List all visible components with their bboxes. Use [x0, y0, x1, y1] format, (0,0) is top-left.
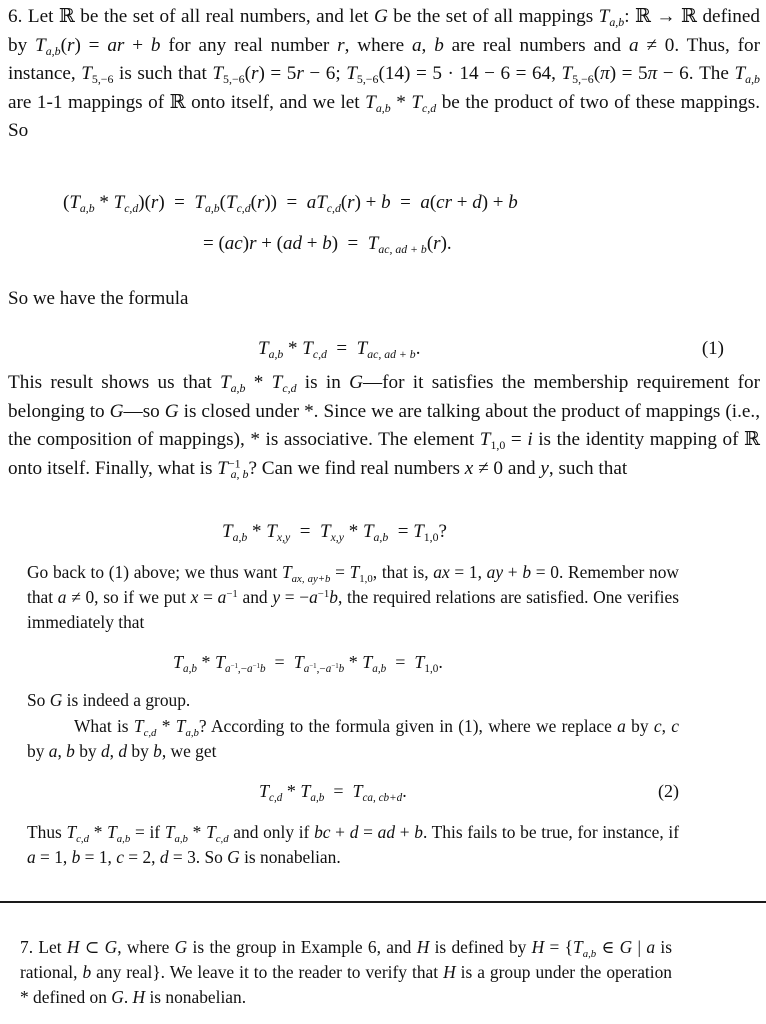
intro-line-3: are real numbers and a ≠ 0. Thus, for instance, $T_{5,-6}$ is such that $T_{5,-6}(r)$ = — [8, 34, 761, 87]
section-divider — [0, 901, 766, 903]
intro-line-1: Let ℝ be the set of all real numbers, and let G be the set of all mappings — [27, 6, 594, 27]
group-conclusion: So G is indeed a group. — [27, 690, 191, 710]
composition-equation-line-2: = $(ac)r + (ad + b) = T_{ac, ad + b}(r)$. — [203, 233, 452, 257]
intro-line-4: 5r − 6; $T_{5,-6}(14) = 5 \cdot 14 - 6 = 64$, $T_{5,-6}(\pi) = 5\pi - 6$. The $T_{a,b}$ are 1-1 mappings of ℝ onto itself, and we let $T_{a,b} * T_{c,d}$ be the product of two of these mappings. So — [8, 63, 761, 141]
formula-1-label: (1) — [701, 338, 724, 359]
formula-lead-text: So we have the formula — [8, 288, 189, 309]
inverse-question: $T_{a,b} * T_{x,y} = T_{x,y} * T_{a,b} = T_{1,0}$? — [222, 521, 447, 545]
closure-paragraph: This result shows us that $T_{a,b} * T_{c,d}$ is in G—for it satisfies the membership requirement for belonging to G—so G is closed under *. Since we are talking about the product of mappings (i.e., the composition of mappings), * is associative. The element $T_{1,0} = i$ is the identity mapping of ℝ onto itself. Finally, what is $T^{-1}_{a, b}$? Can we find real numbers x ≠ 0 and y, such that — [8, 372, 761, 481]
example-6-marker: 6. — [8, 6, 23, 27]
example-6-intro — [8, 3, 760, 146]
formula-2-label: (2) — [658, 781, 679, 801]
example-7-paragraph: 7. Let H ⊂ G, where G is the group in Example 6, and H is defined by $H = \{T_{a,b}$ ∈ G | a is rational, b any real}. We leave it to the reader to verify that H is a group under the operation * defined on G. H is nonabelian. — [20, 937, 672, 1007]
nonabelian-paragraph: Thus $T_{c,d} * T_{a,b}$ = if $T_{a,b} * T_{c,d}$ and only if bc + d = ad + b. This fails to be true, for instance, if a = 1, b = 1, c = 2, d = 3. So G is nonabelian. — [27, 822, 679, 867]
composition-equation-line-1: $(T_{a,b} * T_{c,d})(r) = T_{a,b}(T_{c,d}(r)) = aT_{c,d}(r) + b = a(cr + d) + b$ — [63, 192, 518, 216]
intro-line-2: $T_{a,b}$: ℝ → ℝ defined by $T_{a,b}(r)$ = ar + b for any real number r, where a, b — [8, 6, 760, 58]
go-back-paragraph: Go back to (1) above; we thus want $T_{ax, ay+b} = T_{1,0}$, that is, ax = 1, ay + b = 0. Remember now that a ≠ 0, so if we put $x = a^{-1}$ and $y = -a^{-1}b$, the required relations are satisfied. One verifies immediately that — [27, 562, 679, 632]
inverse-formula: $T_{a,b} * T_{a^{-1},-a^{-1}b} = T_{a^{-1},-a^{-1}b} * T_{a,b} = T_{1,0}$. — [173, 652, 443, 675]
formula-2: $T_{c,d} * T_{a,b} = T_{ca, cb+d}$. — [259, 781, 407, 804]
commute-question-paragraph: What is $T_{c,d} * T_{a,b}$? According to the formula given in (1), where we replace a by c, c by a, b by d, d by b, we get — [27, 716, 679, 761]
formula-1: $T_{a,b} * T_{c,d} = T_{ac, ad + b}$. — [258, 338, 421, 362]
